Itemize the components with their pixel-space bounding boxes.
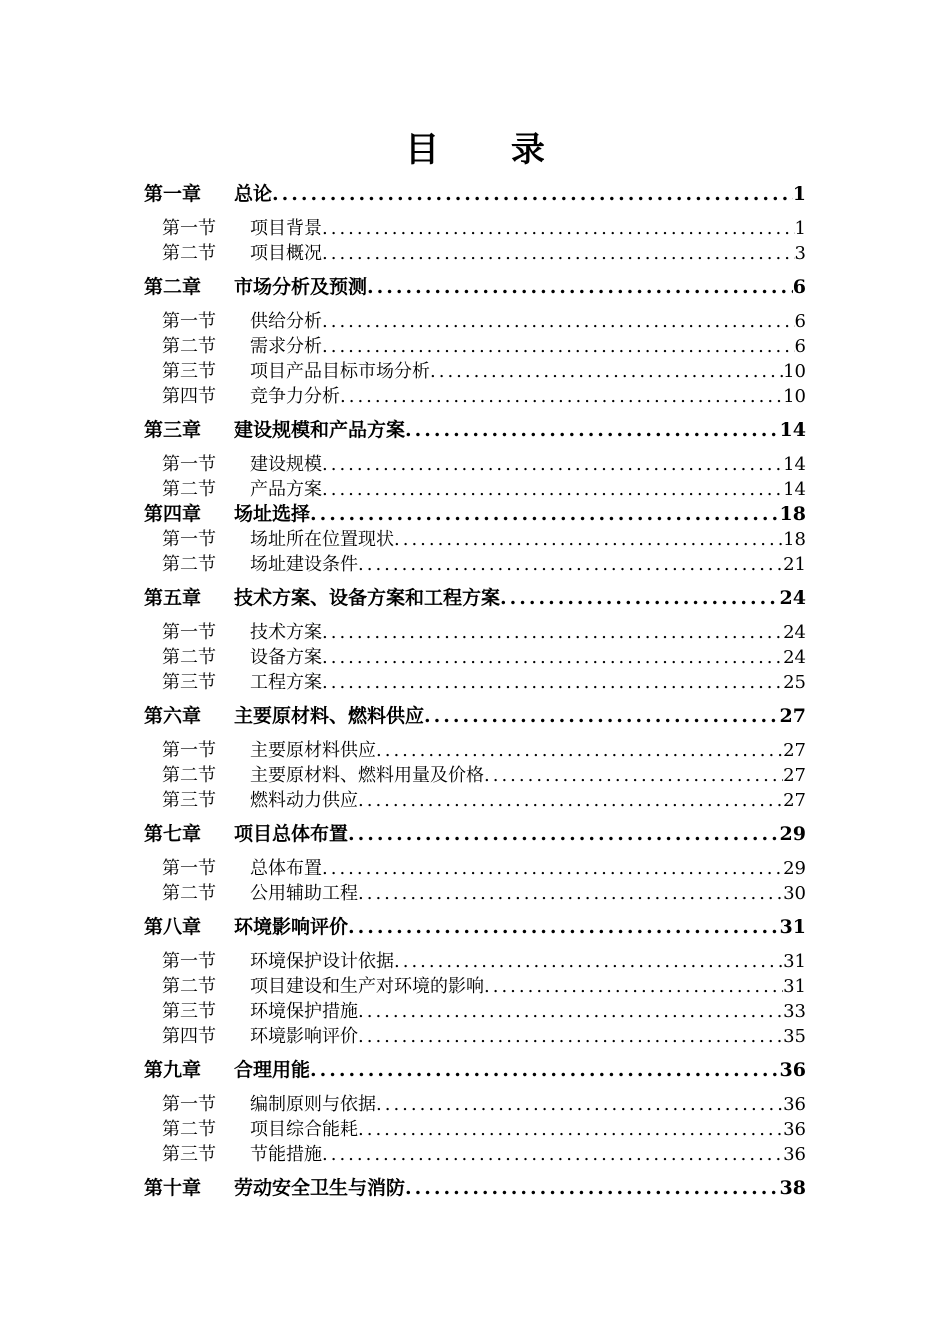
- toc-chapter-entry[interactable]: [144, 502, 806, 527]
- section-label: 第三节: [162, 790, 216, 811]
- toc-section-entry[interactable]: [144, 788, 806, 813]
- toc-section-entry[interactable]: [144, 216, 806, 241]
- page-number: 6: [794, 311, 806, 332]
- chapter-label: 第九章: [144, 1059, 202, 1081]
- chapter-label: 第三章: [144, 419, 202, 441]
- section-title: 项目产品目标市场分析: [250, 361, 430, 382]
- page-number: 18: [783, 529, 806, 550]
- dot-leader: [322, 477, 783, 502]
- section-label: 第一节: [162, 1094, 216, 1115]
- chapter-title: 技术方案、设备方案和工程方案: [234, 587, 501, 609]
- section-title: 供给分析: [250, 311, 322, 332]
- section-label: 第一节: [162, 740, 216, 761]
- page-number: 14: [783, 454, 806, 475]
- section-title: 场址所在位置现状: [250, 529, 394, 550]
- page-number: 30: [783, 883, 806, 904]
- toc-section-entry[interactable]: [144, 1024, 806, 1049]
- toc-section-entry[interactable]: [144, 477, 806, 502]
- chapter-label: 第十章: [144, 1177, 202, 1199]
- page-number: 18: [779, 503, 806, 525]
- section-label: 第二节: [162, 336, 216, 357]
- section-title: 主要原材料供应: [250, 740, 376, 761]
- page-number: 14: [779, 419, 806, 441]
- dot-leader: [310, 502, 780, 527]
- dot-leader: [405, 1176, 780, 1201]
- toc-chapter-entry[interactable]: [144, 704, 806, 729]
- section-label: 第二节: [162, 976, 216, 997]
- dot-leader: [322, 620, 783, 645]
- toc-chapter-entry[interactable]: [144, 1176, 806, 1201]
- section-label: 第三节: [162, 1144, 216, 1165]
- toc-section-entry[interactable]: [144, 670, 806, 695]
- dot-leader: [322, 309, 795, 334]
- section-label: 第二节: [162, 479, 216, 500]
- page-number: 1: [794, 218, 806, 239]
- dot-leader: [484, 763, 783, 788]
- section-title: 编制原则与依据: [250, 1094, 376, 1115]
- section-label: 第三节: [162, 361, 216, 382]
- section-title: 建设规模: [250, 454, 322, 475]
- section-label: 第二节: [162, 243, 216, 264]
- toc-chapter-entry[interactable]: [144, 822, 806, 847]
- chapter-label: 第二章: [144, 276, 202, 298]
- page-number: 31: [783, 951, 806, 972]
- section-label: 第一节: [162, 951, 216, 972]
- section-title: 需求分析: [250, 336, 322, 357]
- section-title: 产品方案: [250, 479, 322, 500]
- page-number: 36: [783, 1094, 806, 1115]
- section-title: 设备方案: [250, 647, 322, 668]
- section-label: 第一节: [162, 622, 216, 643]
- section-label: 第二节: [162, 647, 216, 668]
- dot-leader: [430, 359, 783, 384]
- chapter-label: 第六章: [144, 705, 202, 727]
- dot-leader: [405, 418, 780, 443]
- dot-leader: [358, 881, 783, 906]
- page-number: 1: [792, 183, 806, 205]
- toc-chapter-entry[interactable]: [144, 182, 806, 207]
- chapter-title: 建设规模和产品方案: [234, 419, 406, 441]
- section-title: 项目综合能耗: [250, 1119, 358, 1140]
- page-number: 24: [783, 622, 806, 643]
- chapter-title: 主要原材料、燃料供应: [234, 705, 425, 727]
- toc-section-entry[interactable]: [144, 1117, 806, 1142]
- chapter-label: 第七章: [144, 823, 202, 845]
- toc-section-entry[interactable]: [144, 527, 806, 552]
- section-title: 场址建设条件: [250, 554, 358, 575]
- toc-chapter-entry[interactable]: [144, 418, 806, 443]
- page-number: 6: [794, 336, 806, 357]
- toc-section-entry[interactable]: [144, 974, 806, 999]
- page-number: 10: [783, 361, 806, 382]
- toc-section-entry[interactable]: [144, 452, 806, 477]
- section-label: 第四节: [162, 1026, 216, 1047]
- dot-leader: [358, 1024, 783, 1049]
- section-title: 总体布置: [250, 858, 322, 879]
- page-number: 29: [783, 858, 806, 879]
- section-title: 项目背景: [250, 218, 322, 239]
- dot-leader: [500, 586, 780, 611]
- dot-leader: [358, 999, 783, 1024]
- toc-chapter-entry[interactable]: [144, 586, 806, 611]
- chapter-title: 市场分析及预测: [234, 276, 368, 298]
- dot-leader: [376, 1092, 783, 1117]
- dot-leader: [322, 216, 795, 241]
- dot-leader: [322, 452, 783, 477]
- page-number: 27: [783, 740, 806, 761]
- chapter-title: 项目总体布置: [234, 823, 349, 845]
- section-label: 第一节: [162, 311, 216, 332]
- section-title: 技术方案: [250, 622, 322, 643]
- section-label: 第三节: [162, 1001, 216, 1022]
- toc-section-entry[interactable]: [144, 334, 806, 359]
- dot-leader: [424, 704, 780, 729]
- page-number: 31: [779, 916, 806, 938]
- page-number: 24: [783, 647, 806, 668]
- toc-section-entry[interactable]: [144, 309, 806, 334]
- page-number: 36: [779, 1059, 806, 1081]
- section-title: 项目概况: [250, 243, 322, 264]
- dot-leader: [310, 1058, 780, 1083]
- page-number: 21: [783, 554, 806, 575]
- page-number: 27: [779, 705, 806, 727]
- page-number: 36: [783, 1144, 806, 1165]
- toc-section-entry[interactable]: [144, 1142, 806, 1167]
- dot-leader: [358, 1117, 783, 1142]
- toc-chapter-entry[interactable]: [144, 275, 806, 300]
- section-title: 环境影响评价: [250, 1026, 358, 1047]
- page-number: 35: [783, 1026, 806, 1047]
- section-label: 第三节: [162, 672, 216, 693]
- section-label: 第一节: [162, 454, 216, 475]
- section-title: 燃料动力供应: [250, 790, 358, 811]
- page-number: 38: [779, 1177, 806, 1199]
- toc-section-entry[interactable]: [144, 552, 806, 577]
- chapter-label: 第一章: [144, 183, 202, 205]
- page-number: 27: [783, 790, 806, 811]
- toc-section-entry[interactable]: [144, 359, 806, 384]
- page-number: 24: [779, 587, 806, 609]
- toc-section-entry[interactable]: [144, 856, 806, 881]
- dot-leader: [376, 738, 783, 763]
- dot-leader: [394, 949, 783, 974]
- toc-section-entry[interactable]: [144, 1092, 806, 1117]
- section-label: 第二节: [162, 554, 216, 575]
- section-label: 第一节: [162, 858, 216, 879]
- section-title: 工程方案: [250, 672, 322, 693]
- page-number: 29: [779, 823, 806, 845]
- section-title: 主要原材料、燃料用量及价格: [250, 765, 484, 786]
- section-title: 竞争力分析: [250, 386, 340, 407]
- chapter-title: 劳动安全卫生与消防: [234, 1177, 406, 1199]
- page-number: 27: [783, 765, 806, 786]
- dot-leader: [322, 670, 783, 695]
- section-label: 第一节: [162, 218, 216, 239]
- section-label: 第一节: [162, 529, 216, 550]
- dot-leader: [348, 915, 780, 940]
- dot-leader: [394, 527, 783, 552]
- page-number: 31: [783, 976, 806, 997]
- section-title: 环境保护设计依据: [250, 951, 394, 972]
- toc-section-entry[interactable]: [144, 620, 806, 645]
- page-title: 目 录: [405, 130, 575, 170]
- page-number: 25: [783, 672, 806, 693]
- section-label: 第四节: [162, 386, 216, 407]
- dot-leader: [340, 384, 783, 409]
- toc-section-entry[interactable]: [144, 999, 806, 1024]
- chapter-title: 场址选择: [234, 503, 311, 525]
- toc-chapter-entry[interactable]: [144, 1058, 806, 1083]
- dot-leader: [322, 1142, 783, 1167]
- table-of-contents: [144, 182, 806, 1201]
- toc-section-entry[interactable]: [144, 241, 806, 266]
- toc-section-entry[interactable]: [144, 949, 806, 974]
- toc-chapter-entry[interactable]: [144, 915, 806, 940]
- toc-section-entry[interactable]: [144, 645, 806, 670]
- section-title: 节能措施: [250, 1144, 322, 1165]
- chapter-title: 合理用能: [234, 1059, 311, 1081]
- page-number: 33: [783, 1001, 806, 1022]
- section-title: 环境保护措施: [250, 1001, 358, 1022]
- chapter-title: 总论: [234, 183, 273, 205]
- section-label: 第二节: [162, 765, 216, 786]
- toc-section-entry[interactable]: [144, 881, 806, 906]
- chapter-label: 第八章: [144, 916, 202, 938]
- page-number: 10: [783, 386, 806, 407]
- page-number: 14: [783, 479, 806, 500]
- dot-leader: [348, 822, 780, 847]
- chapter-title: 环境影响评价: [234, 916, 349, 938]
- dot-leader: [272, 182, 793, 207]
- dot-leader: [484, 974, 783, 999]
- page-number: 36: [783, 1119, 806, 1140]
- dot-leader: [358, 788, 783, 813]
- toc-section-entry[interactable]: [144, 384, 806, 409]
- dot-leader: [367, 275, 793, 300]
- page-number: 3: [794, 243, 806, 264]
- chapter-label: 第四章: [144, 503, 202, 525]
- section-label: 第二节: [162, 883, 216, 904]
- toc-section-entry[interactable]: [144, 738, 806, 763]
- dot-leader: [358, 552, 783, 577]
- section-label: 第二节: [162, 1119, 216, 1140]
- section-title: 公用辅助工程: [250, 883, 358, 904]
- dot-leader: [322, 856, 783, 881]
- section-title: 项目建设和生产对环境的影响: [250, 976, 484, 997]
- page-number: 6: [792, 276, 806, 298]
- chapter-label: 第五章: [144, 587, 202, 609]
- dot-leader: [322, 334, 795, 359]
- dot-leader: [322, 241, 795, 266]
- dot-leader: [322, 645, 783, 670]
- toc-section-entry[interactable]: [144, 763, 806, 788]
